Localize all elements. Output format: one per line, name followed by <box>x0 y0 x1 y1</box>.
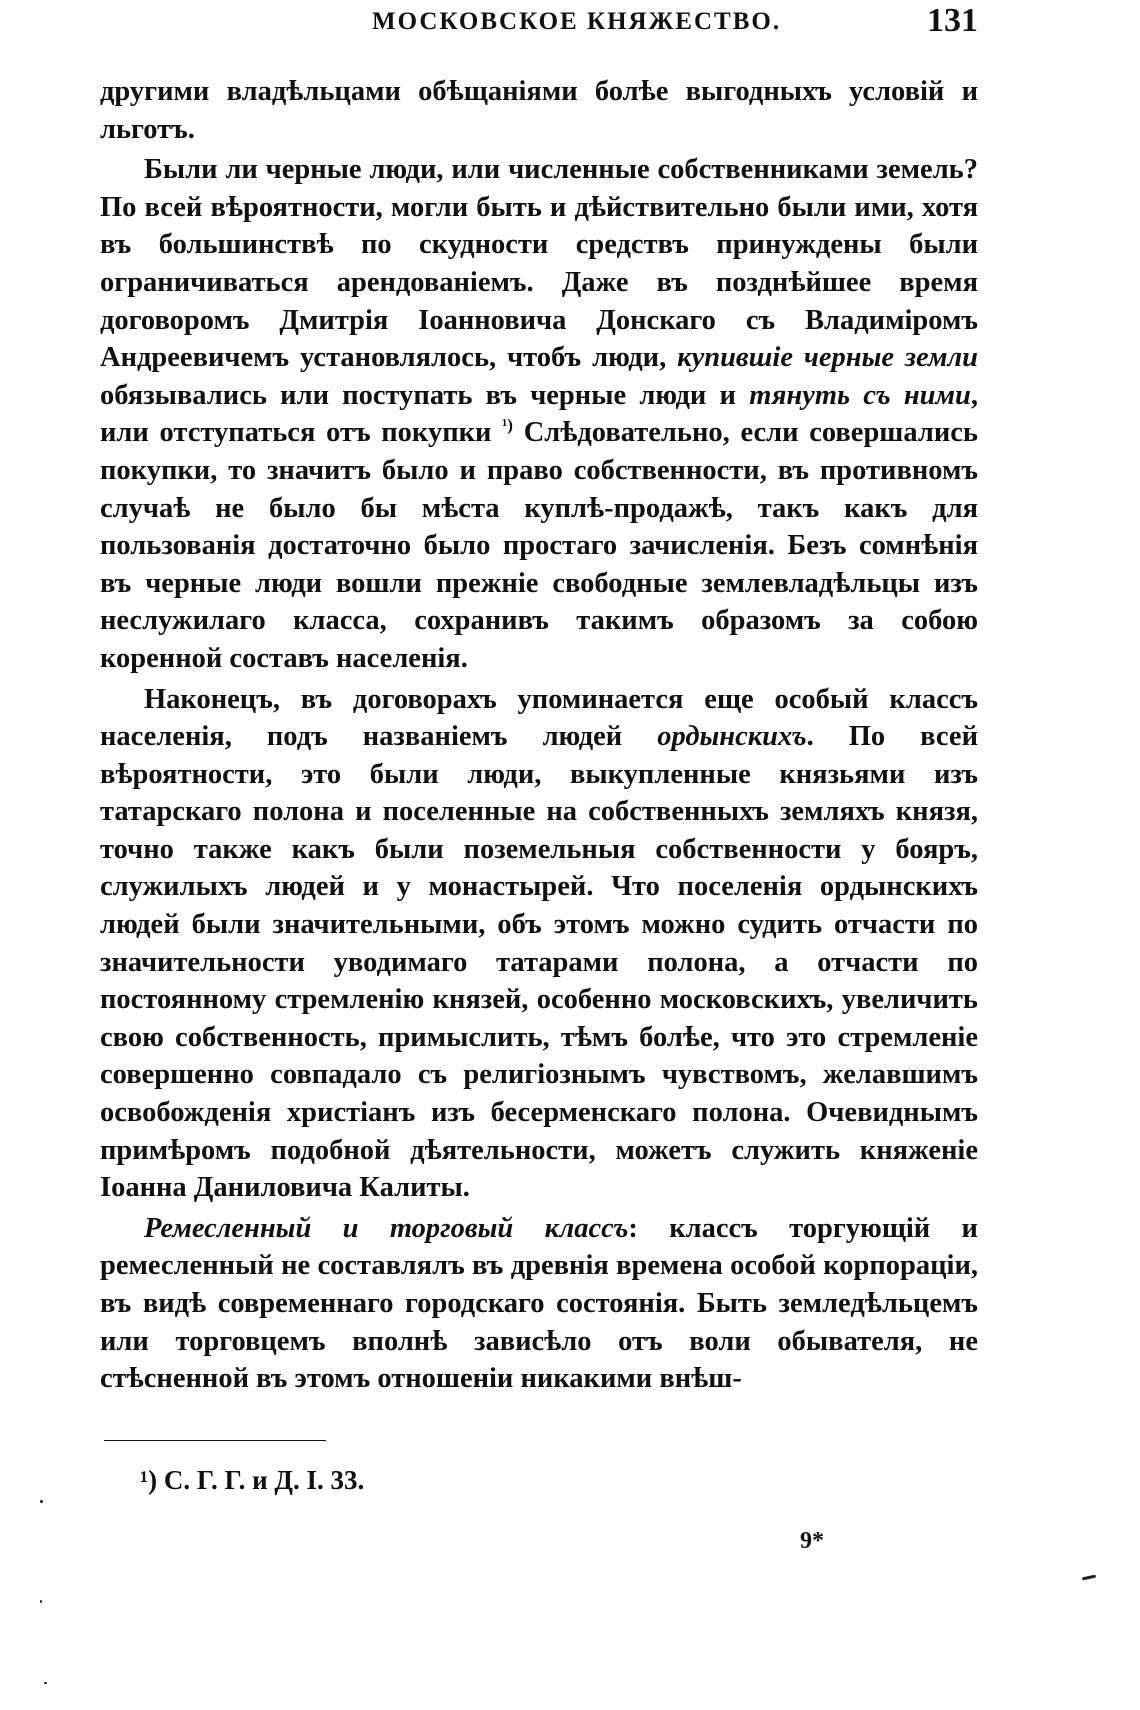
italic-phrase: Ремесленный и торговый классъ <box>144 1212 629 1244</box>
footnote-rule <box>104 1440 326 1441</box>
italic-phrase: ордынскихъ <box>657 721 807 753</box>
text-run: : классъ торгующій и ремесленный не составлялъ въ древнія времена особой корпораціи, въ видѣ современнаго городскаго состоянія. Быть земледѣльцемъ или торговцемъ вполнѣ зависѣло отъ воли обывателя, не стѣсненной въ этомъ отношеніи никакими внѣш- <box>100 1212 978 1395</box>
scan-speck <box>40 1600 42 1603</box>
page-number: 131 <box>927 2 978 39</box>
footnote-reference: ¹) <box>502 415 513 435</box>
paragraph <box>100 681 978 1207</box>
italic-phrase: тянуть съ ними <box>749 379 971 411</box>
running-title: МОСКОВСКОЕ КНЯЖЕСТВО. <box>372 8 782 35</box>
text-run: Были ли черные люди, или численные собственниками земель? По всей вѣроятности, могли быть и дѣйствительно были ими, хотя въ большинствѣ по скудности средствъ принуждены были ограничиваться арендованіемъ. Даже въ позднѣйшее время договоромъ Дмитрія Іоанновича Донскаго съ Владиміромъ Андреевичемъ установлялось, чтобъ люди, <box>100 154 978 374</box>
scan-speck <box>40 1500 43 1503</box>
paragraph <box>100 73 978 148</box>
signature-mark: 9* <box>800 1528 824 1554</box>
paragraph <box>100 1210 978 1398</box>
text-run: , или отступаться отъ покупки <box>100 379 978 449</box>
text-run: . По всей вѣроятности, это были люди, выкупленные князьями изъ татарскаго полона и поселенные на собственныхъ земляхъ князя, точно также какъ были поземельныя собственности у бояръ, служилыхъ людей и у монастырей. Что поселенія ордынскихъ людей были значительными, объ этомъ можно судить отчасти по значительности уводимаго татарами полона, а отчасти по постоянному стремленію князей, особенно московскихъ, увеличить свою собственность, примыслить, тѣмъ болѣе, что это стремленіе совершенно совпадало съ религіознымъ чувствомъ, желавшимъ освобожденія христіанъ изъ бесерменскаго полона. Очевиднымъ примѣромъ подобной дѣятельности, можетъ служить княженіе Іоанна Даниловича Калиты. <box>100 721 978 1204</box>
scan-speck <box>1082 1575 1096 1581</box>
body-text <box>100 73 978 1398</box>
footnote: ¹) С. Г. Г. и Д. I. 33. <box>140 1465 365 1495</box>
scan-speck <box>44 1682 47 1684</box>
running-head <box>100 2 978 46</box>
paragraph <box>100 151 978 677</box>
text-run: обязывались или поступать въ черные люди и <box>100 379 750 411</box>
text-run: другими владѣльцами обѣщаніями болѣе выгодныхъ условій и льготъ. <box>100 76 978 145</box>
text-run: Наконецъ, въ договорахъ упоминается еще особый классъ населенія, подъ названіемъ людей <box>100 683 978 753</box>
italic-phrase: купившіе черные земли <box>677 342 978 374</box>
text-run: Слѣдовательно, если совершались покупки, то значитъ было и право собственности, въ противномъ случаѣ не было бы мѣста куплѣ-продажѣ, такъ какъ для пользованія достаточно было простаго зачисленія. Безъ сомнѣнія въ черные люди вошли прежніе свободные землевладѣльцы изъ неслужилаго класса, сохранивъ такимъ образомъ за собою коренной составъ населенія. <box>100 417 978 674</box>
